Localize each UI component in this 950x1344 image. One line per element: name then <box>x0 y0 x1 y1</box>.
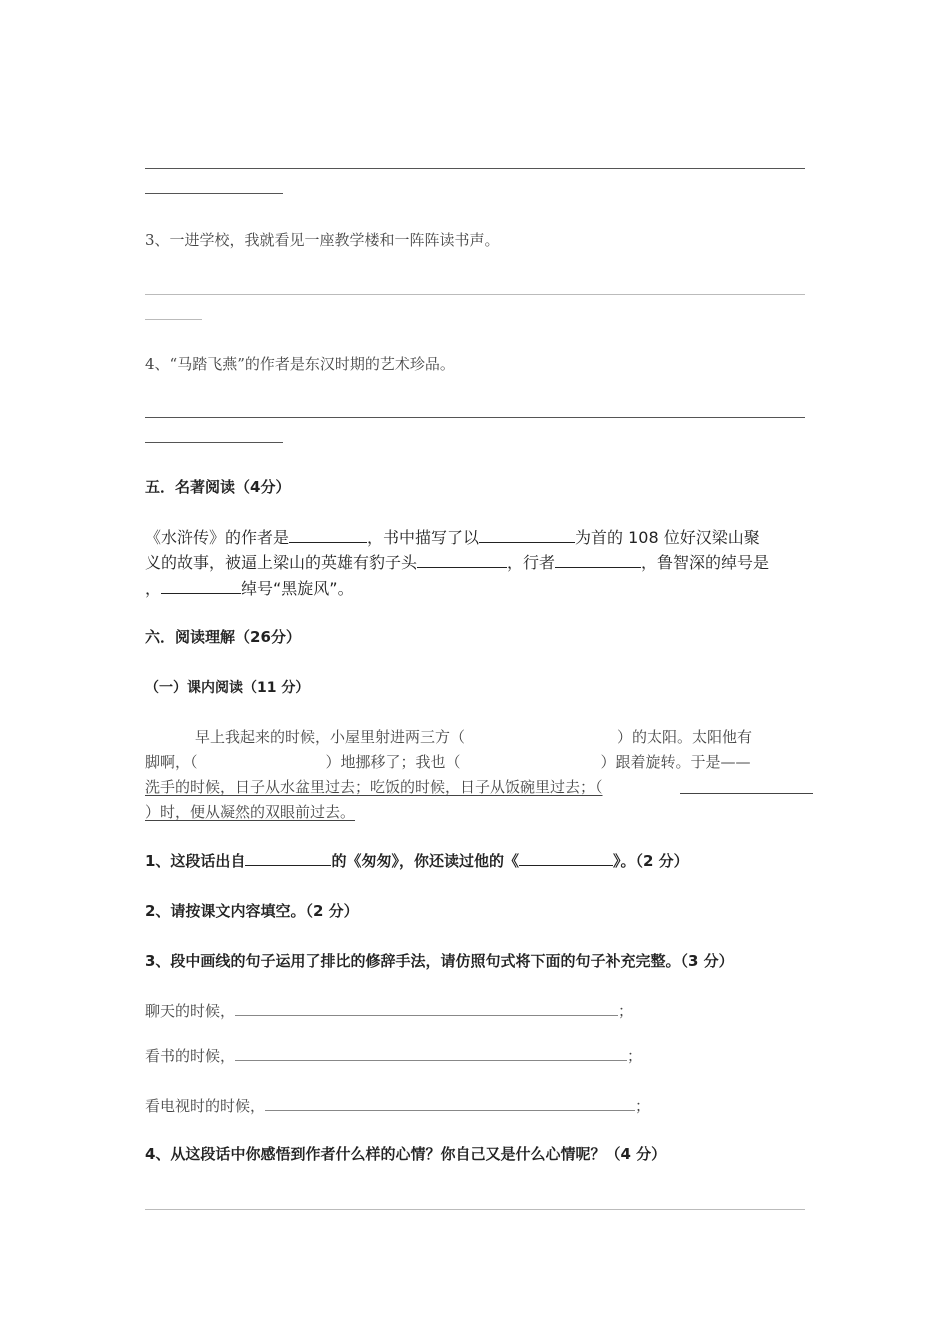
fill-end: ； <box>627 1047 643 1065</box>
classics-text: ，书中描写了以 <box>367 528 480 547</box>
fill-end: ； <box>618 1002 634 1020</box>
passage-text: 早上我起来的时候，小屋里射进两三方（ <box>195 728 466 746</box>
passage-underline-extension <box>680 793 813 794</box>
answer-line-short <box>145 442 283 443</box>
fill-blank <box>235 1046 627 1061</box>
nickname-blank <box>417 553 507 568</box>
subsection-title: （一）课内阅读（11 分） <box>145 680 310 696</box>
question-text: 》。（2 分） <box>612 852 689 870</box>
question-1 <box>145 850 689 871</box>
passage-text: ）跟着旋转。于是—— <box>600 753 751 771</box>
answer-line <box>145 1209 805 1210</box>
fill-line-3 <box>145 1095 650 1116</box>
answer-line <box>145 294 805 295</box>
fill-line-2 <box>145 1045 642 1066</box>
leader-blank <box>479 528 575 543</box>
answer-line-short <box>145 193 283 194</box>
fill-blank <box>265 1096 635 1111</box>
author-answer-blank <box>245 851 331 866</box>
fill-end: ； <box>635 1097 651 1115</box>
classics-text: ， <box>145 579 162 598</box>
lusz-blank <box>161 579 241 594</box>
work-answer-blank <box>519 851 613 866</box>
question-item-3: 3、一进学校，我就看见一座教学楼和一阵阵读书声。 <box>145 231 500 249</box>
passage-text: 洗手的时候，日子从水盆里过去；吃饭的时候，日子从饭碗里过去；（ <box>145 778 603 796</box>
passage-text: ）的太阳。太阳他有 <box>617 728 753 746</box>
question-item-4: 4、“马踏飞燕”的作者是东汉时期的艺术珍品。 <box>145 355 455 373</box>
passage-line-2 <box>145 751 751 772</box>
classics-text: 义的故事，被逼上梁山的英雄有豹子头 <box>145 553 418 572</box>
question-text: 1、这段话出自 <box>145 852 246 870</box>
passage-text: ）时，便从凝然的双眼前过去。 <box>145 803 356 821</box>
section-title-5: 五．名著阅读（4分） <box>145 478 291 496</box>
question-2: 2、请按课文内容填空。（2 分） <box>145 902 359 920</box>
classics-line-2 <box>145 550 769 573</box>
section-title-6: 六．阅读理解（26分） <box>145 628 301 646</box>
question-3: 3、段中画线的句子运用了排比的修辞手法，请仿照句式将下面的句子补充完整。（3 分） <box>145 952 734 970</box>
classics-text: 《水浒传》的作者是 <box>145 528 290 547</box>
classics-text: 绰号“黑旋风”。 <box>241 579 354 598</box>
question-4: 4、从这段话中你感悟到作者什么样的心情？你自己又是什么心情呢？（4 分） <box>145 1145 667 1163</box>
passage-text: 脚啊，（ <box>145 753 198 771</box>
classics-line-1 <box>145 525 760 548</box>
classics-line-3 <box>145 576 354 599</box>
fill-prompt: 看电视时的时候， <box>145 1097 266 1115</box>
fill-line-1 <box>145 1000 633 1021</box>
passage-line-4-underlined <box>145 801 355 822</box>
passage-text: ）地挪移了；我也（ <box>325 753 461 771</box>
fill-prompt: 看书的时候， <box>145 1047 236 1065</box>
classics-text: ，鲁智深的绰号是 <box>641 553 770 572</box>
classics-text: 为首的 108 位好汉梁山聚 <box>575 528 760 547</box>
question-text: 的《匆匆》，你还读过他的《 <box>331 852 519 870</box>
answer-line-short <box>145 319 202 320</box>
fill-blank <box>235 1001 618 1016</box>
answer-line <box>145 168 805 169</box>
answer-line <box>145 417 805 418</box>
author-blank <box>289 528 367 543</box>
xingzhe-blank <box>555 553 641 568</box>
fill-prompt: 聊天的时候， <box>145 1002 236 1020</box>
classics-text: ，行者 <box>507 553 556 572</box>
passage-line-1 <box>195 726 752 747</box>
